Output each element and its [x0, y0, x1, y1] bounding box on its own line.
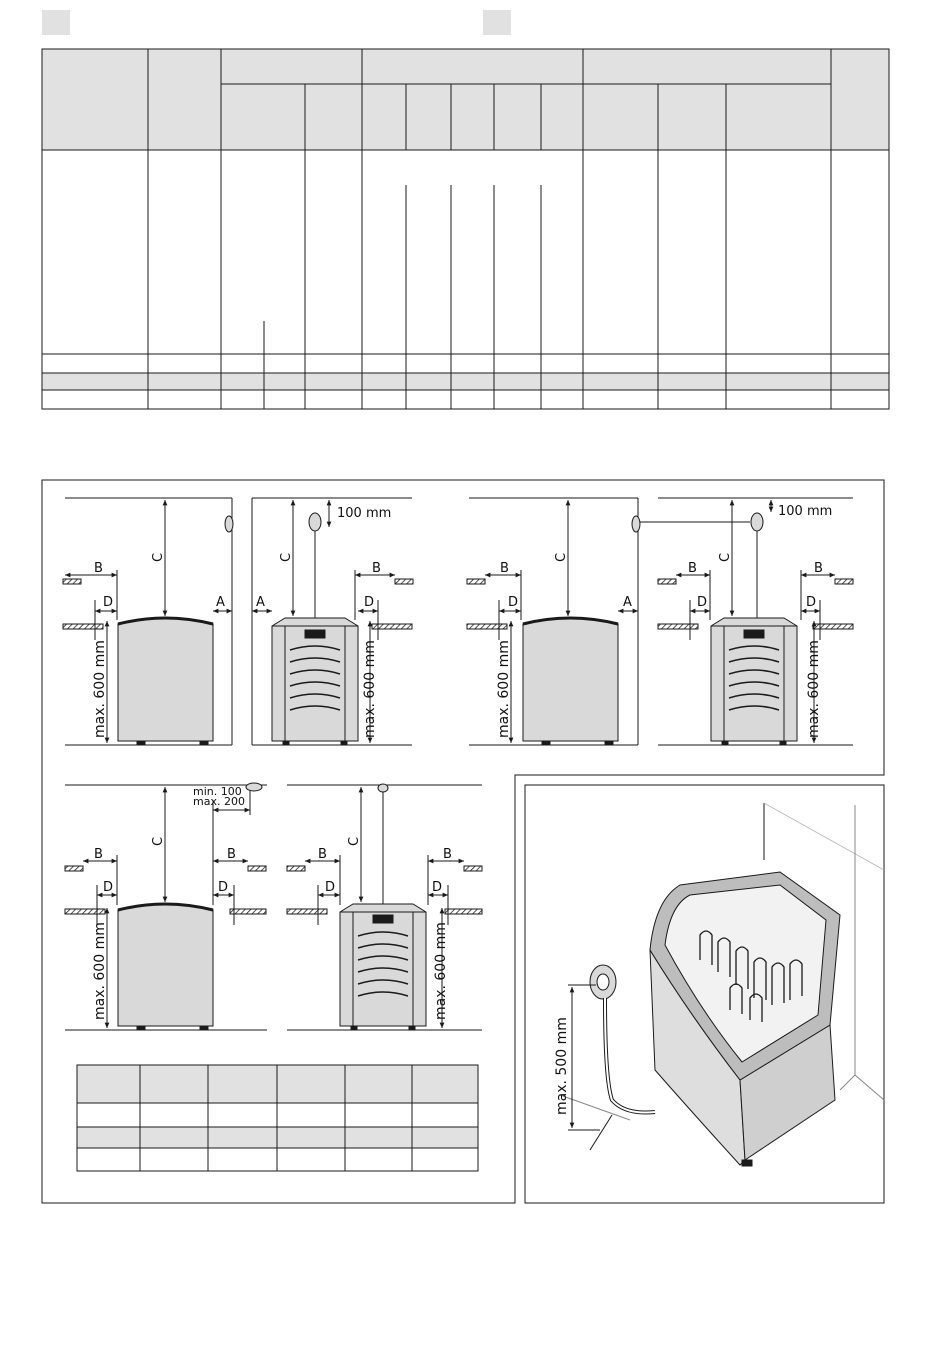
label-c: C [554, 552, 569, 562]
diagram-front-wall-1 [252, 498, 413, 745]
label-a: A [623, 595, 632, 610]
label-b: B [94, 847, 103, 862]
label-b: B [94, 561, 103, 576]
label-c: C [347, 836, 362, 846]
ceiling-sensor-icon [246, 783, 262, 791]
label-c: C [151, 836, 166, 846]
label-max-600: max. 600 mm [362, 640, 378, 738]
label-d: D [103, 880, 114, 895]
label-d: D [508, 595, 519, 610]
label-max-600: max. 600 mm [92, 922, 108, 1020]
diagram-side-wall-1 [63, 498, 233, 745]
label-d-right: D [432, 880, 443, 895]
label-min-100: min. 100 [193, 785, 242, 798]
label-b-right: B [814, 561, 823, 576]
ceiling-sensor-icon [378, 784, 388, 792]
label-b: B [688, 561, 697, 576]
label-max-500: max. 500 mm [554, 1017, 570, 1115]
label-b-right: B [227, 847, 236, 862]
label-b: B [372, 561, 381, 576]
label-b: B [500, 561, 509, 576]
label-d-right: D [218, 880, 229, 895]
label-c: C [279, 552, 294, 562]
label-c: C [718, 552, 733, 562]
label-max-600: max. 600 mm [92, 640, 108, 738]
wall-sensor-icon [632, 516, 640, 532]
label-a: A [216, 595, 225, 610]
wall-sensor-icon [225, 516, 233, 532]
label-100mm: 100 mm [337, 506, 392, 521]
label-max-600: max. 600 mm [433, 922, 449, 1020]
label-d-right: D [806, 595, 817, 610]
label-b: B [318, 847, 327, 862]
label-max-200: max. 200 [193, 795, 245, 808]
dimension-table [77, 1065, 478, 1171]
label-a: A [256, 595, 265, 610]
diagram-front-wall-2 [658, 498, 853, 745]
label-d: D [103, 595, 114, 610]
thermostat-sensor-icon [751, 513, 763, 531]
label-d: D [364, 595, 375, 610]
label-b-right: B [443, 847, 452, 862]
sauna-heater-icon [560, 803, 884, 1166]
label-max-600: max. 600 mm [806, 640, 822, 738]
diagram-front-ceiling [287, 784, 482, 1030]
label-d: D [697, 595, 708, 610]
label-d: D [325, 880, 336, 895]
label-c: C [151, 552, 166, 562]
label-100mm: 100 mm [778, 504, 833, 519]
label-max-600: max. 600 mm [496, 640, 512, 738]
thermostat-sensor-icon [309, 513, 321, 531]
